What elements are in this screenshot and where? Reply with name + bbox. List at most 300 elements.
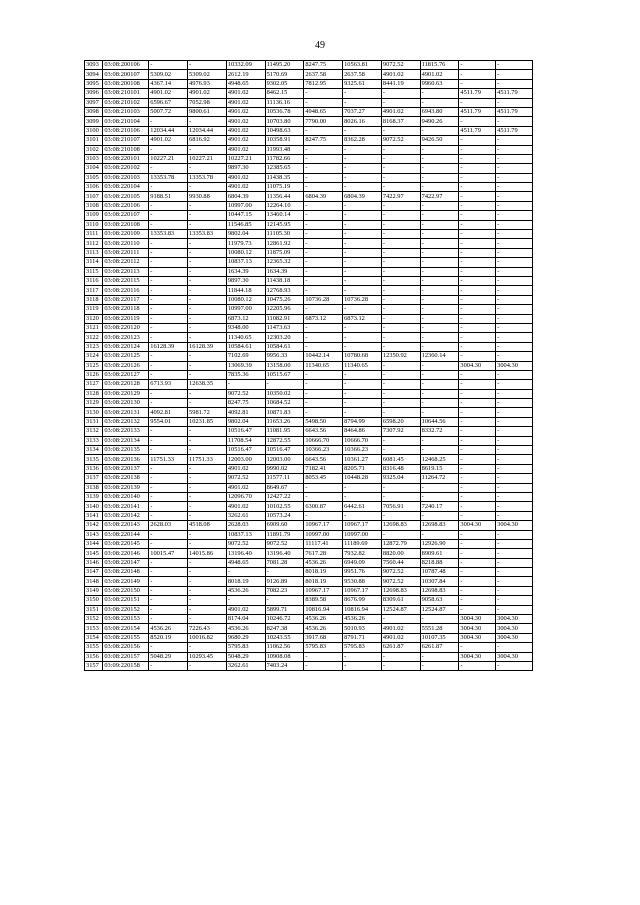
table-cell: - <box>304 399 343 408</box>
table-cell: 11495.20 <box>265 61 304 70</box>
table-cell: - <box>304 89 343 98</box>
table-cell: - <box>381 436 420 445</box>
table-cell: - <box>459 192 496 201</box>
table-cell: 12768.93 <box>265 286 304 295</box>
table-cell: - <box>459 605 496 614</box>
table-cell: - <box>496 98 533 107</box>
table-cell: - <box>381 145 420 154</box>
table-cell: 10448.28 <box>343 474 382 483</box>
table-cell: 3156 <box>85 652 103 661</box>
table-cell: 3112 <box>85 239 103 248</box>
table-cell: 5048.29 <box>226 652 265 661</box>
table-cell: 03:08:220142 <box>103 511 149 520</box>
table-cell: 4092.81 <box>149 408 188 417</box>
table-cell: 9126.89 <box>265 577 304 586</box>
table-cell: - <box>304 492 343 501</box>
table-cell: 4901.02 <box>381 107 420 116</box>
table-cell: - <box>188 605 227 614</box>
table-cell: 10227.21 <box>188 154 227 163</box>
table-cell: - <box>149 586 188 595</box>
table-cell: 3121 <box>85 323 103 332</box>
table-cell: 03:08:220117 <box>103 295 149 304</box>
table-cell: - <box>459 258 496 267</box>
table-cell: - <box>304 305 343 314</box>
table-cell: - <box>381 342 420 351</box>
table-cell: 10967.17 <box>304 521 343 530</box>
table-cell: 3004.30 <box>496 521 533 530</box>
table-cell: 3149 <box>85 586 103 595</box>
table-cell: 03:08:220101 <box>103 154 149 163</box>
table-cell: 8520.19 <box>149 633 188 642</box>
table-cell: 10516.47 <box>226 427 265 436</box>
table-cell: - <box>149 361 188 370</box>
table-cell: 10837.13 <box>226 530 265 539</box>
table-cell: - <box>420 201 459 210</box>
table-cell: 03:08:220153 <box>103 615 149 624</box>
table-row <box>85 389 533 398</box>
table-cell: 3140 <box>85 502 103 511</box>
table-cell: 4511.79 <box>496 126 533 135</box>
table-cell: - <box>188 427 227 436</box>
table-cell: - <box>496 380 533 389</box>
table-cell: 3144 <box>85 539 103 548</box>
table-cell: 4948.65 <box>304 107 343 116</box>
table-cell: 4901.02 <box>420 70 459 79</box>
table-cell: - <box>149 464 188 473</box>
table-cell: - <box>381 399 420 408</box>
table-cell: 11438.18 <box>265 276 304 285</box>
table-cell: 3096 <box>85 89 103 98</box>
table-cell: - <box>496 502 533 511</box>
table-cell: 3151 <box>85 605 103 614</box>
table-cell: - <box>459 201 496 210</box>
table-row <box>85 267 533 276</box>
table-cell: - <box>149 568 188 577</box>
table-cell: 8168.37 <box>381 117 420 126</box>
table-cell: - <box>381 98 420 107</box>
table-row <box>85 643 533 652</box>
table-cell: 7812.95 <box>304 79 343 88</box>
table-cell: - <box>304 511 343 520</box>
table-cell: 7790.00 <box>304 117 343 126</box>
table-cell: 4901.02 <box>226 126 265 135</box>
table-cell: - <box>149 239 188 248</box>
table-cell: 8018.19 <box>304 568 343 577</box>
table-cell: 13158.00 <box>265 361 304 370</box>
table-cell: 2637.58 <box>343 70 382 79</box>
table-cell: - <box>188 220 227 229</box>
table-cell: 10350.02 <box>265 389 304 398</box>
table-cell: - <box>420 399 459 408</box>
table-cell: - <box>420 333 459 342</box>
table-cell: 9072.52 <box>226 539 265 548</box>
table-cell: 3105 <box>85 173 103 182</box>
table-cell: - <box>381 230 420 239</box>
table-cell: 3154 <box>85 633 103 642</box>
table-cell: - <box>381 483 420 492</box>
table-cell: - <box>420 276 459 285</box>
table-cell: - <box>149 615 188 624</box>
table-cell: - <box>459 389 496 398</box>
table-cell: - <box>188 267 227 276</box>
table-cell: 3137 <box>85 474 103 483</box>
table-cell: 03:08:210107 <box>103 136 149 145</box>
table-cell: 11340.65 <box>226 333 265 342</box>
table-cell: 6442.61 <box>343 502 382 511</box>
table-cell: - <box>459 323 496 332</box>
table-cell: 7617.28 <box>304 549 343 558</box>
table-row <box>85 89 533 98</box>
table-cell: 9302.05 <box>265 79 304 88</box>
table-cell: 11844.18 <box>226 286 265 295</box>
table-cell: 13460.14 <box>265 211 304 220</box>
table-cell: 11082.91 <box>265 314 304 323</box>
table-cell: - <box>420 408 459 417</box>
table-cell: - <box>149 389 188 398</box>
table-cell: 16128.39 <box>188 342 227 351</box>
table-cell: - <box>343 333 382 342</box>
table-cell: - <box>343 220 382 229</box>
table-cell: 7056.91 <box>381 502 420 511</box>
table-cell: - <box>304 126 343 135</box>
table-cell: - <box>188 615 227 624</box>
table-cell: 11577.11 <box>265 474 304 483</box>
table-cell: 2637.58 <box>304 70 343 79</box>
table-cell: 8820.00 <box>381 549 420 558</box>
table-cell: - <box>149 492 188 501</box>
table-row <box>85 530 533 539</box>
table-cell: - <box>343 286 382 295</box>
table-cell: - <box>381 220 420 229</box>
table-row <box>85 201 533 210</box>
table-cell: 10015.47 <box>149 549 188 558</box>
table-cell: - <box>459 61 496 70</box>
table-cell: 10787.48 <box>420 568 459 577</box>
table-cell: - <box>459 211 496 220</box>
table-cell: 3108 <box>85 201 103 210</box>
table-cell: - <box>420 211 459 220</box>
table-cell: 03:08:220138 <box>103 474 149 483</box>
table-cell: - <box>343 230 382 239</box>
table-cell: 11751.33 <box>149 455 188 464</box>
table-cell: - <box>149 436 188 445</box>
table-cell: - <box>149 61 188 70</box>
table-cell: - <box>496 239 533 248</box>
table-cell: 8389.58 <box>304 596 343 605</box>
table-cell: 8462.15 <box>265 89 304 98</box>
table-cell: - <box>381 173 420 182</box>
table-cell: 9072.52 <box>381 61 420 70</box>
table-cell: 10967.17 <box>304 586 343 595</box>
table-row <box>85 652 533 661</box>
table-cell: - <box>149 211 188 220</box>
table-cell: 4901.02 <box>226 183 265 192</box>
table-cell: - <box>496 61 533 70</box>
table-cell: 3004.30 <box>496 624 533 633</box>
table-cell: 03:08:210101 <box>103 89 149 98</box>
table-cell: - <box>149 352 188 361</box>
table-cell: - <box>343 201 382 210</box>
table-cell: - <box>149 305 188 314</box>
table-cell: 03:08:220112 <box>103 258 149 267</box>
table-cell: 4536.26 <box>149 624 188 633</box>
table-cell: 03:08:220124 <box>103 342 149 351</box>
table-cell: 3127 <box>85 380 103 389</box>
table-cell: - <box>496 201 533 210</box>
table-cell: 10703.80 <box>265 117 304 126</box>
table-cell: - <box>149 333 188 342</box>
table-cell: 11189.69 <box>343 539 382 548</box>
table-cell: - <box>343 239 382 248</box>
table-cell: 4901.02 <box>226 136 265 145</box>
table-row <box>85 164 533 173</box>
table-cell: 10997.00 <box>304 530 343 539</box>
table-cell: - <box>304 286 343 295</box>
table-cell: 3125 <box>85 361 103 370</box>
table-cell: - <box>149 314 188 323</box>
table-cell: - <box>343 258 382 267</box>
table-cell: 03:08:220141 <box>103 502 149 511</box>
table-cell: - <box>459 596 496 605</box>
table-cell: - <box>188 577 227 586</box>
table-cell: 3136 <box>85 464 103 473</box>
table-cell: 2628.03 <box>149 521 188 530</box>
table-cell: - <box>459 455 496 464</box>
table-cell: - <box>149 164 188 173</box>
table-cell: - <box>188 568 227 577</box>
table-cell: - <box>496 492 533 501</box>
table-cell: 3106 <box>85 183 103 192</box>
table-cell: 3152 <box>85 615 103 624</box>
table-cell: - <box>381 183 420 192</box>
table-cell: 11081.95 <box>265 427 304 436</box>
table-cell: - <box>343 267 382 276</box>
table-cell: - <box>343 248 382 257</box>
table-cell: - <box>304 267 343 276</box>
table-cell: 11875.09 <box>265 248 304 257</box>
table-cell: - <box>381 662 420 671</box>
table-cell: 03:08:210102 <box>103 98 149 107</box>
table-cell: - <box>496 549 533 558</box>
table-cell: - <box>420 154 459 163</box>
table-cell: 3115 <box>85 267 103 276</box>
table-cell: - <box>420 267 459 276</box>
table-cell: - <box>459 305 496 314</box>
table-cell: 4092.81 <box>226 408 265 417</box>
table-cell: - <box>149 483 188 492</box>
table-row <box>85 173 533 182</box>
table-cell: 12524.87 <box>381 605 420 614</box>
table-cell: 10563.81 <box>343 61 382 70</box>
table-cell: 4536.26 <box>304 615 343 624</box>
table-cell: - <box>343 662 382 671</box>
table-cell: 4901.02 <box>226 117 265 126</box>
table-cell: 4367.14 <box>149 79 188 88</box>
table-cell: - <box>496 389 533 398</box>
table-row <box>85 521 533 530</box>
table-cell: 8247.75 <box>304 136 343 145</box>
table-cell: 16128.39 <box>149 342 188 351</box>
table-cell: - <box>149 577 188 586</box>
table-cell: - <box>420 380 459 389</box>
table-cell: 03:08:220109 <box>103 230 149 239</box>
table-cell: 12926.90 <box>420 539 459 548</box>
table-cell: 2612.19 <box>226 70 265 79</box>
table-cell: - <box>188 492 227 501</box>
table-row <box>85 117 533 126</box>
table-cell: - <box>459 267 496 276</box>
table-cell: 10227.21 <box>226 154 265 163</box>
table-cell: - <box>381 211 420 220</box>
table-cell: 10366.23 <box>343 446 382 455</box>
table-cell: - <box>149 276 188 285</box>
table-cell: - <box>496 399 533 408</box>
table-cell: 4536.26 <box>226 624 265 633</box>
table-row <box>85 220 533 229</box>
table-cell: 3107 <box>85 192 103 201</box>
table-cell: - <box>381 652 420 661</box>
table-cell: 6713.93 <box>149 380 188 389</box>
table-cell: - <box>304 483 343 492</box>
table-cell: - <box>226 596 265 605</box>
table-cell: 10307.84 <box>420 577 459 586</box>
table-cell: - <box>381 164 420 173</box>
table-cell: 11105.30 <box>265 230 304 239</box>
table-row <box>85 323 533 332</box>
table-cell: 10246.72 <box>265 615 304 624</box>
table-cell: 7102.69 <box>226 352 265 361</box>
table-cell: 10666.70 <box>343 436 382 445</box>
table-cell: 5498.50 <box>304 417 343 426</box>
table-cell: - <box>188 596 227 605</box>
table-cell: - <box>381 446 420 455</box>
table-cell: 10243.55 <box>265 633 304 642</box>
table-cell: 10997.00 <box>226 305 265 314</box>
table-cell: - <box>381 267 420 276</box>
table-cell: - <box>188 276 227 285</box>
table-cell: 12861.92 <box>265 239 304 248</box>
table-cell: - <box>459 248 496 257</box>
table-cell: 03:08:220135 <box>103 446 149 455</box>
table-cell: 03:08:220125 <box>103 352 149 361</box>
table-row <box>85 502 533 511</box>
table-cell: - <box>420 305 459 314</box>
table-cell: 10080.12 <box>226 248 265 257</box>
table-cell: - <box>459 502 496 511</box>
table-cell: 5551.28 <box>420 624 459 633</box>
table-cell: 3110 <box>85 220 103 229</box>
table-cell: 8247.75 <box>226 399 265 408</box>
table-cell: - <box>459 483 496 492</box>
table-cell: - <box>188 370 227 379</box>
table-cell: 8316.48 <box>381 464 420 473</box>
table-cell: 3103 <box>85 154 103 163</box>
table-cell: - <box>188 558 227 567</box>
table-cell: - <box>496 164 533 173</box>
table-cell: 03:08:220131 <box>103 408 149 417</box>
table-cell: 10447.15 <box>226 211 265 220</box>
table-cell: - <box>496 295 533 304</box>
table-cell: 10080.12 <box>226 295 265 304</box>
table-cell: - <box>149 539 188 548</box>
table-cell: 4536.26 <box>304 624 343 633</box>
table-cell: 12365.32 <box>265 258 304 267</box>
table-cell: - <box>188 474 227 483</box>
table-cell: - <box>188 305 227 314</box>
table-cell: - <box>343 370 382 379</box>
table-cell: - <box>420 126 459 135</box>
table-cell: 5795.83 <box>226 643 265 652</box>
table-cell: 3155 <box>85 643 103 652</box>
table-cell: 5981.72 <box>188 408 227 417</box>
table-cell: 11264.72 <box>420 474 459 483</box>
table-cell: - <box>459 230 496 239</box>
table-cell: 8362.28 <box>343 136 382 145</box>
table-cell: 10358.91 <box>265 136 304 145</box>
table-cell: 8218.88 <box>420 558 459 567</box>
table-cell: - <box>343 154 382 163</box>
table-row <box>85 183 533 192</box>
table-cell: - <box>188 502 227 511</box>
table-cell: 11979.73 <box>226 239 265 248</box>
table-cell: 3126 <box>85 370 103 379</box>
table-cell: 03:08:210108 <box>103 145 149 154</box>
table-cell: 12145.95 <box>265 220 304 229</box>
table-cell: 9426.50 <box>420 136 459 145</box>
table-cell: - <box>343 173 382 182</box>
table-cell: 3135 <box>85 455 103 464</box>
table-row <box>85 192 533 201</box>
table-cell: 1634.39 <box>226 267 265 276</box>
table-cell: 10967.17 <box>343 521 382 530</box>
table-cell: 5795.83 <box>304 643 343 652</box>
table-cell: 3133 <box>85 436 103 445</box>
table-cell: - <box>496 220 533 229</box>
table-cell: 3124 <box>85 352 103 361</box>
table-cell: - <box>304 662 343 671</box>
table-cell: 6598.20 <box>381 417 420 426</box>
table-cell: 03:08:220136 <box>103 455 149 464</box>
table-cell: 11075.19 <box>265 183 304 192</box>
table-cell: - <box>343 89 382 98</box>
table-cell: - <box>304 154 343 163</box>
page-number: 49 <box>315 40 325 51</box>
table-cell: 7422.97 <box>420 192 459 201</box>
table-cell: 10107.35 <box>420 633 459 642</box>
table-row <box>85 248 533 257</box>
table-cell: 10736.28 <box>304 295 343 304</box>
table-cell: 10736.28 <box>343 295 382 304</box>
table-cell: 8909.61 <box>420 549 459 558</box>
table-cell: 03:08:220130 <box>103 399 149 408</box>
table-cell: 03:08:220126 <box>103 361 149 370</box>
table-cell: 10816.94 <box>343 605 382 614</box>
table-row <box>85 305 533 314</box>
table-cell: 7082.23 <box>265 586 304 595</box>
table-cell: - <box>459 446 496 455</box>
table-cell: - <box>149 643 188 652</box>
table-cell: 03:08:220104 <box>103 183 149 192</box>
table-cell: 3129 <box>85 399 103 408</box>
table-cell: - <box>188 530 227 539</box>
table-cell: 11340.65 <box>304 361 343 370</box>
table-row <box>85 79 533 88</box>
table-cell: 14015.86 <box>188 549 227 558</box>
table-cell: - <box>496 427 533 436</box>
table-cell: - <box>343 183 382 192</box>
table-row <box>85 70 533 79</box>
table-cell: - <box>381 276 420 285</box>
